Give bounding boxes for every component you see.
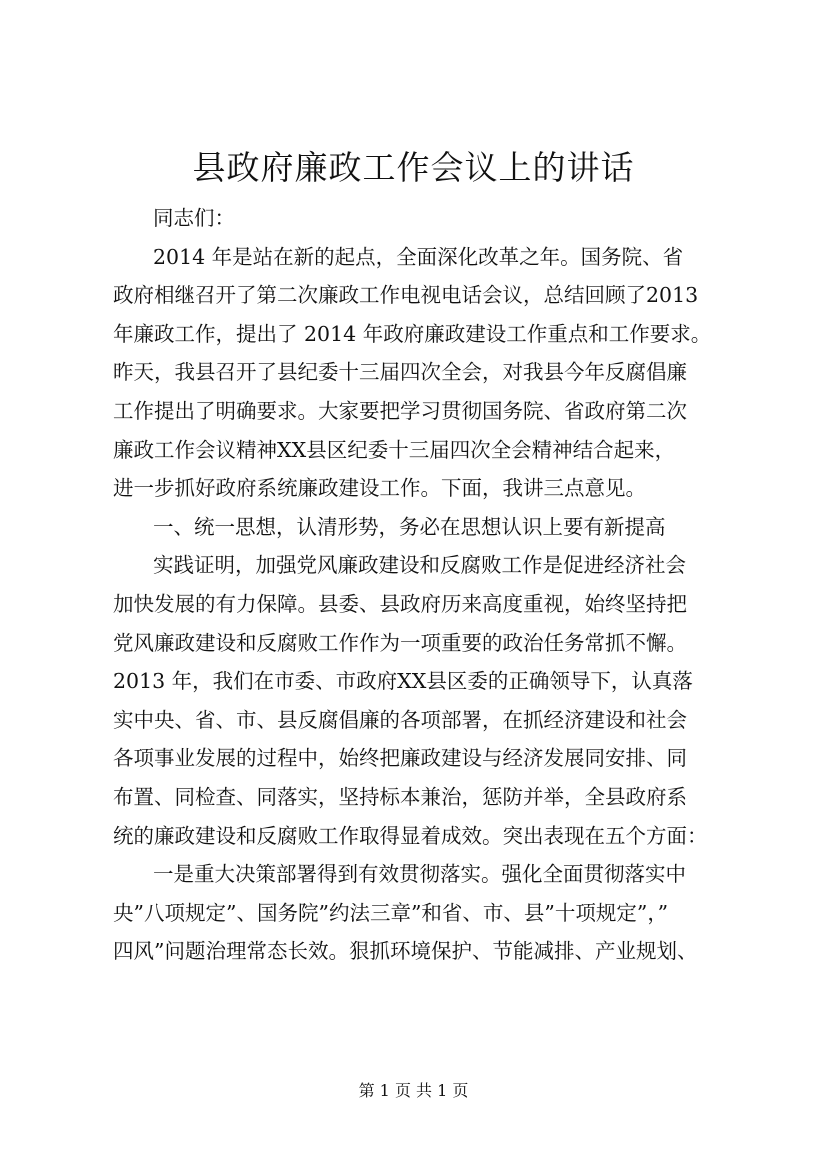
document-title: 县政府廉政工作会议上的讲话 (192, 148, 635, 187)
greeting: 同志们： (153, 206, 235, 230)
page-footer: 第 1 页 共 1 页 (358, 1081, 469, 1100)
text-line: 2013 年，我们在市委、市政府XX县区委的正确领导下，认真落 (113, 669, 693, 694)
document-body (113, 199, 739, 971)
text-line: 央”八项规定”、国务院”约法三章”和省、市、县”十项规定”，” (113, 900, 669, 925)
paragraph-1 (113, 238, 739, 508)
text-line: 布置、同检查、同落实，坚持标本兼治，惩防并举，全县政府系 (113, 784, 687, 809)
section-heading-1 (113, 508, 739, 547)
text-line: 加快发展的有力保障。县委、县政府历来高度重视，始终坚持把 (113, 591, 687, 616)
text-line: 实中央、省、市、县反腐倡廉的各项部署，在抓经济建设和社会 (113, 707, 687, 732)
text-line: 各项事业发展的过程中，始终把廉政建设与经济发展同安排、同 (113, 746, 687, 771)
text-line: 实践证明，加强党风廉政建设和反腐败工作是促进经济社会 (153, 553, 686, 578)
text-line: 年廉政工作，提出了 2014 年政府廉政建设工作重点和工作要求。 (113, 321, 712, 346)
text-line: 一是重大决策部署得到有效贯彻落实。强化全面贯彻落实中 (153, 862, 686, 887)
text-line: 工作提出了明确要求。大家要把学习贯彻国务院、省政府第二次 (113, 398, 687, 423)
text-line: 政府相继召开了第二次廉政工作电视电话会议，总结回顾了2013 (113, 283, 699, 308)
paragraph-3 (113, 855, 739, 971)
text-line: 进一步抓好政府系统廉政建设工作。下面，我讲三点意见。 (113, 476, 646, 501)
text-line: 廉政工作会议精神XX县区纪委十三届四次全会精神结合起来， (113, 437, 676, 462)
text-line: 四风”问题治理常态长效。狠抓环境保护、节能减排、产业规划、 (113, 939, 698, 964)
text-line: 统的廉政建设和反腐败工作取得显着成效。突出表现在五个方面： (113, 823, 708, 848)
paragraph-2 (113, 546, 739, 855)
text-line: 一、统一思想，认清形势，务必在思想认识上要有新提高 (153, 514, 666, 539)
text-line: 昨天，我县召开了县纪委十三届四次全会，对我县今年反腐倡廉 (113, 360, 687, 385)
text-line: 党风廉政建设和反腐败工作作为一项重要的政治任务常抓不懈。 (113, 630, 687, 655)
text-line: 2014 年是站在新的起点，全面深化改革之年。国务院、省 (153, 244, 684, 269)
